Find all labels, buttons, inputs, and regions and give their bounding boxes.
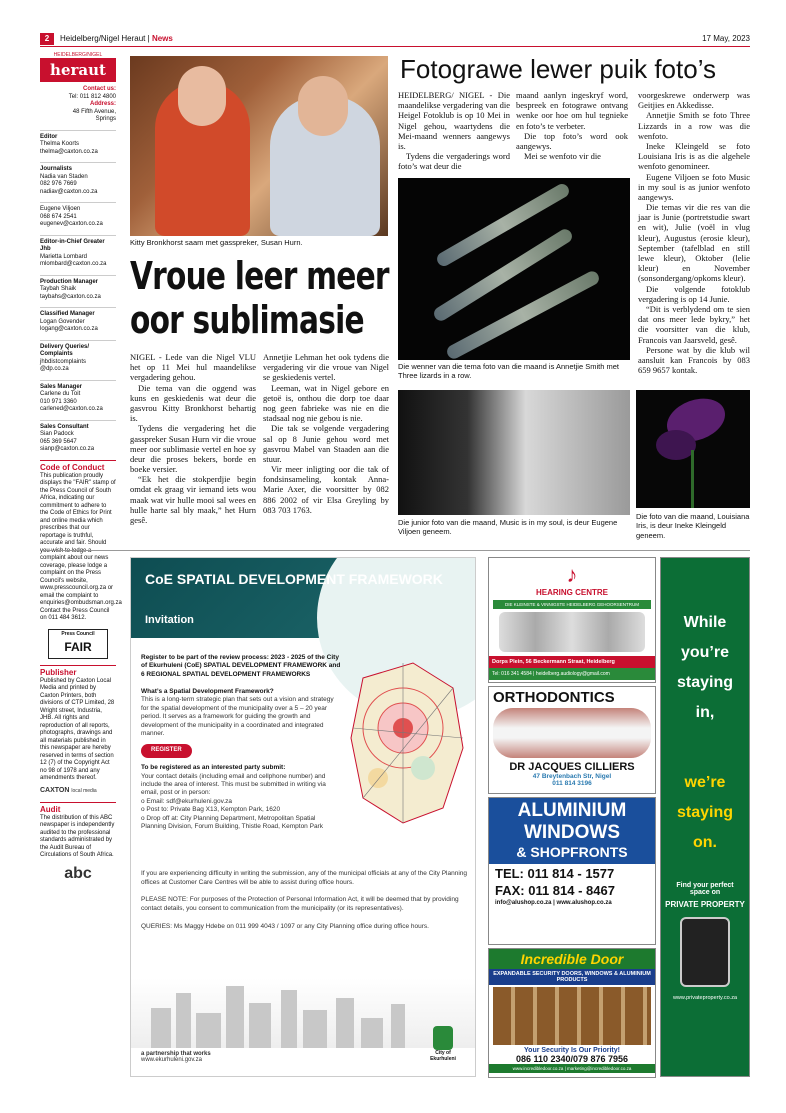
paragraph: Die tema van die oggend was kuns en geskiedenis wat deur die gasvrou Kitty Bronkhorst behartig is. <box>130 382 256 424</box>
paragraph: Tydens die vergaderings word foto’s wat deur die <box>398 151 510 172</box>
code-heading: Code of Conduct <box>40 460 116 473</box>
staff-entry: Sales Consultant Sian Padock 065 369 5647 sianp@caxton.co.za <box>40 420 116 454</box>
section-name: News <box>151 34 173 43</box>
heraut-logo: heraut <box>40 58 116 82</box>
story2-column2 <box>516 90 628 161</box>
staff-entry: Sales Manager Carlene du Toit 010 971 3360 carlened@caxton.co.za <box>40 380 116 414</box>
paragraph: Die volgende fotoklub vergadering is op 14 Junie. <box>638 283 750 304</box>
incredible-door-advert: Incredible Door EXPANDABLE SECURITY DOORS, WINDOWS & ALUMINIUM PRODUCTS Your Security Is Our Priority! 086 110 2340/079 876 7956 www.incredibledoor.co.za | marketing@incredibledoor.co.za <box>488 948 656 1078</box>
logo-small: HEIDELBERG/NIGEL <box>53 52 103 58</box>
junior-photo <box>398 390 630 515</box>
staff-entry: Classified Manager Logan Govender logang@caxton.co.za <box>40 307 116 334</box>
paragraph: NIGEL - Lede van die Nigel VLU het op 11 Mei hul maandelikse vergadering gehou. <box>130 352 256 383</box>
fair-logo: Press Council FAIR <box>48 629 108 659</box>
staff-entry: Editor-in-Chief Greater Jhb Marietta Lombard mlombard@caxton.co.za <box>40 235 116 269</box>
private-property-logo: PRIVATE PROPERTY <box>665 900 745 909</box>
staff-entry: Eugene Viljoen 068 674 2541 eugenev@caxton.co.za <box>40 202 116 229</box>
paragraph: Die top foto’s word ook aangewys. <box>516 130 628 151</box>
orthodontics-advert: ORTHODONTICS DR JACQUES CILLIERS 47 Breytenbach Str, Nigel 011 814 3196 <box>488 686 656 794</box>
paragraph: HEIDELBERG/ NIGEL - Die maandelikse vergadering van die Heigel Fotoklub is op 10 Mei in Nigel gehou, waartydens die Mei-maand wenners aangewys is. <box>398 90 510 151</box>
paragraph: Die tak se volgende vergadering sal op 8 Junie gehou word met gasvrou Mabel van Staaden aan die stuur. <box>263 423 389 464</box>
iris-photo <box>636 390 750 508</box>
publisher-text: Published by Caxton Local Media and printed by Caxton Printers, both divisions of CTP Limited, 28 Wright street, Industria, JHB. All rights and reproduction of all reports, photographs, drawings and all materials published in this newspaper are hereby reserved in terms of section 12 (7) of the Copyright Act no 98 of 1978 and any amendments thereof. <box>40 677 115 782</box>
headline-photographers: Fotograwe lewer puik foto’s <box>400 54 717 84</box>
issue-date: 17 May, 2023 <box>702 34 750 43</box>
ad-divider <box>40 550 750 551</box>
contact-block: Contact us: Tel: 011 812 4800 Address: 48 Fifth Avenue, Springs <box>68 86 116 123</box>
paragraph: Annetjie Lehman het ook tydens die vergadering vir die vroue van Nigel se geskiedenis vertel. <box>263 352 389 383</box>
paragraph: Tydens die vergadering het die gasspreker Susan Hurn vir die vroue meer oor sublimasie vertel en hoe sy deur die proses bekers, borde en boeke versier. <box>130 423 256 475</box>
story2-column1 <box>398 90 510 172</box>
story1-column2 <box>263 352 389 515</box>
publisher-heading: Publisher <box>40 665 116 678</box>
paragraph: “Dit is verblydend om te sien dat ons meer lede bykry,” het die voorsitter van die klub, Francois van Jaarsveld, gesê. <box>638 303 750 345</box>
paragraph: Vir meer inligting oor die tak of fondsinsameling, kontak Anna-Marie Axer, die voorsitter by 082 886 2002 of vir Elsa Greyling by 083 703 1763. <box>263 464 389 515</box>
staff-entry: Delivery Queries/ Complaints jhbdistcomplaints @dp.co.za <box>40 340 116 374</box>
aluminium-advert: ALUMINIUM WINDOWS & SHOPFRONTS TEL: 011 814 - 1577 FAX: 011 814 - 8467 info@alushop.co.za | www.alushop.co.za <box>488 797 656 945</box>
hearing-centre-advert: ♪ HEARING CENTRE DIE KLEINSTE & VINNIGSTE HEIDELBERG GEHOORSENTRUM Dorps Plein, 56 Beckermann Straat, Heidelberg Tel: 016 341 4584 | heidelberg.audiology@gmail.com <box>488 557 656 683</box>
abc-logo: abc <box>64 864 92 882</box>
paragraph: maand aanlyn ingeskryf word, bespreek en fotograwe ontvang wenke oor hoe om hul tegnieke en foto’s te verbeter. <box>516 90 628 131</box>
women-photo <box>130 56 388 236</box>
coe-invitation: Invitation <box>145 614 194 626</box>
staff-entry: Production Manager Taybah Shaik taybahs@caxton.co.za <box>40 275 116 302</box>
paper-name: Heidelberg/Nigel Heraut <box>60 34 146 43</box>
paragraph: Die temas vir die res van die jaar is Junie (portretstudie swart en wit), Julie (voël in vlug kleur), Augustus (erosie kleur), September (tafelblad en still lewe kleur), Oktober (lelie kleur) en November (sonsondergang/opkoms kleur). <box>638 202 750 284</box>
coe-title: CoE SPATIAL DEVELOPMENT FRAMEWORK <box>145 571 443 587</box>
private-property-advert: While you’re staying in, we’re staying on. Find your perfect space on PRIVATE PROPERTY www.privateproperty.co.za <box>660 557 750 1077</box>
ekurhuleni-logo: City of Ekurhuleni <box>425 1026 461 1066</box>
code-text: This publication proudly displays the "FAIR" stamp of the Press Council of South Africa, indicating our commitment to adhere to the Code of Ethics for Print and online media which prescribes that our reportage is truthful, accurate and fair. Should you wish to lodge a complaint about our news coverage, please lodge a complaint on the Press Council's website, www.presscouncil.org.za or email the complaint to enquiries@ombudsman.org.za Contact the Press Council on 011 484 3612. <box>40 472 122 622</box>
paragraph: Annetjie Smith se foto Three Lizzards in a row was die wenfoto. <box>638 110 750 141</box>
paragraph: Leeman, wat in Nigel gebore en getoë is, onthou die dorp toe daar nog geen fabrieke was nie en die stadsaal nog nie gebou is nie. <box>263 382 389 424</box>
masthead-sidebar <box>40 52 122 884</box>
paragraph: Eugene Viljoen se foto Music in my soul is as junior wenfoto aangewys. <box>638 171 750 202</box>
staff-entry: Journalists Nadia van Staden 082 976 7669 nadiav@caxton.co.za <box>40 162 116 196</box>
coe-sdf-advert: CoE SPATIAL DEVELOPMENT FRAMEWORK Invitation Register to be part of the review process: 2023 - 2025 of the City of Ekurhuleni (CoE) SPATIAL DEVELOPMENT FRAMEWORK and 6 REGIONAL SPATIAL DEVELOPMENT FRAMEWORKS What’s a Spatial Development Framework? This is a long-term strategic plan that sets out a vision and strategy for the spatial development of the municipality over a 5 – 20 year period. It serves as a framework for guiding the growth and development of the municipality in a coordinated and integrated manner. REGISTER To be registered as an interested party submit: Your contact details (including email and cellphone number) and include the area of interest. This must be submitted in writing via email, post or in person: o Email: sdf@ekurhuleni.gov.za o Post to: Private Bag X13, Kempton Park, 1620 o Drop off at: City Planning Department, Metropolitan Spatial Planning Division, Forum Building, Thistle Road, Kempton Park If you are experiencing difficulty in writing the submission, any of the municipal officials at any of the City Planning offices at Customer Care Centres will be able to assist during office hours. PLEASE NOTE: For purposes of the Protection of Personal Information Act, it will be deemed that by providing contact details, you consent to communication from the municipality (or its representatives). QUERIES: Ms Maggy Hdebe on 011 999 4043 / 1097 or any City Planning office during office hours. a partnership that works www.ekurhuleni.gov.za City of Ekurhuleni <box>130 557 476 1077</box>
caxton-logo: CAXTON local media <box>40 786 97 794</box>
register-button[interactable]: REGISTER <box>141 744 192 758</box>
phone-graphic <box>680 917 730 987</box>
story1-column1 <box>130 352 256 525</box>
page-number: 2 <box>40 33 54 45</box>
iris-caption: Die foto van die maand, Louisiana Iris, is deur Ineke Kleingeld geneem. <box>636 512 750 540</box>
header-rule <box>40 46 750 47</box>
lizard-caption: Die wenner van die tema foto van die maand is Annetjie Smith met Three lizards in a row. <box>398 362 619 381</box>
staff-entry: Editor Thelma Koorts thelma@caxton.co.za <box>40 130 116 157</box>
lizard-photo <box>398 178 630 360</box>
audit-text: The distribution of this ABC newspaper is independently audited to the professional standards administrated by the Audit Bureau of Circulations of South Africa. <box>40 814 115 858</box>
ekurhuleni-map <box>343 658 471 828</box>
junior-caption: Die junior foto van die maand, Music is in my soul, is deur Eugene Viljoen geneem. <box>398 518 618 537</box>
headline: Vroue leer meer oor sublimasie <box>130 254 389 342</box>
paragraph: Mei se wenfoto vir die <box>524 151 601 162</box>
audit-heading: Audit <box>40 802 116 815</box>
story2-column3 <box>638 90 750 375</box>
staff-list <box>40 130 116 454</box>
paragraph: voorgeskrewe onderwerp was Geitjies en Akkedisse. <box>638 90 750 111</box>
paragraph: Persone wat by die klub wil aansluit kan Francois by 083 659 9657 kontak. <box>638 344 750 376</box>
photo-caption: Kitty Bronkhorst saam met gasspreker, Susan Hurn. <box>130 238 303 247</box>
paragraph: Ineke Kleingeld se foto Louisiana Iris is as die algehele wenfoto genomineer. <box>638 140 750 172</box>
header-separator: | <box>147 34 150 43</box>
paragraph: “Ek het die stokperdjie begin omdat ek graag vir iemand iets wou maak wat vir hulle mooi sal wees en hulle harte sal bly maak,” het Hurn gesê. <box>130 474 256 525</box>
